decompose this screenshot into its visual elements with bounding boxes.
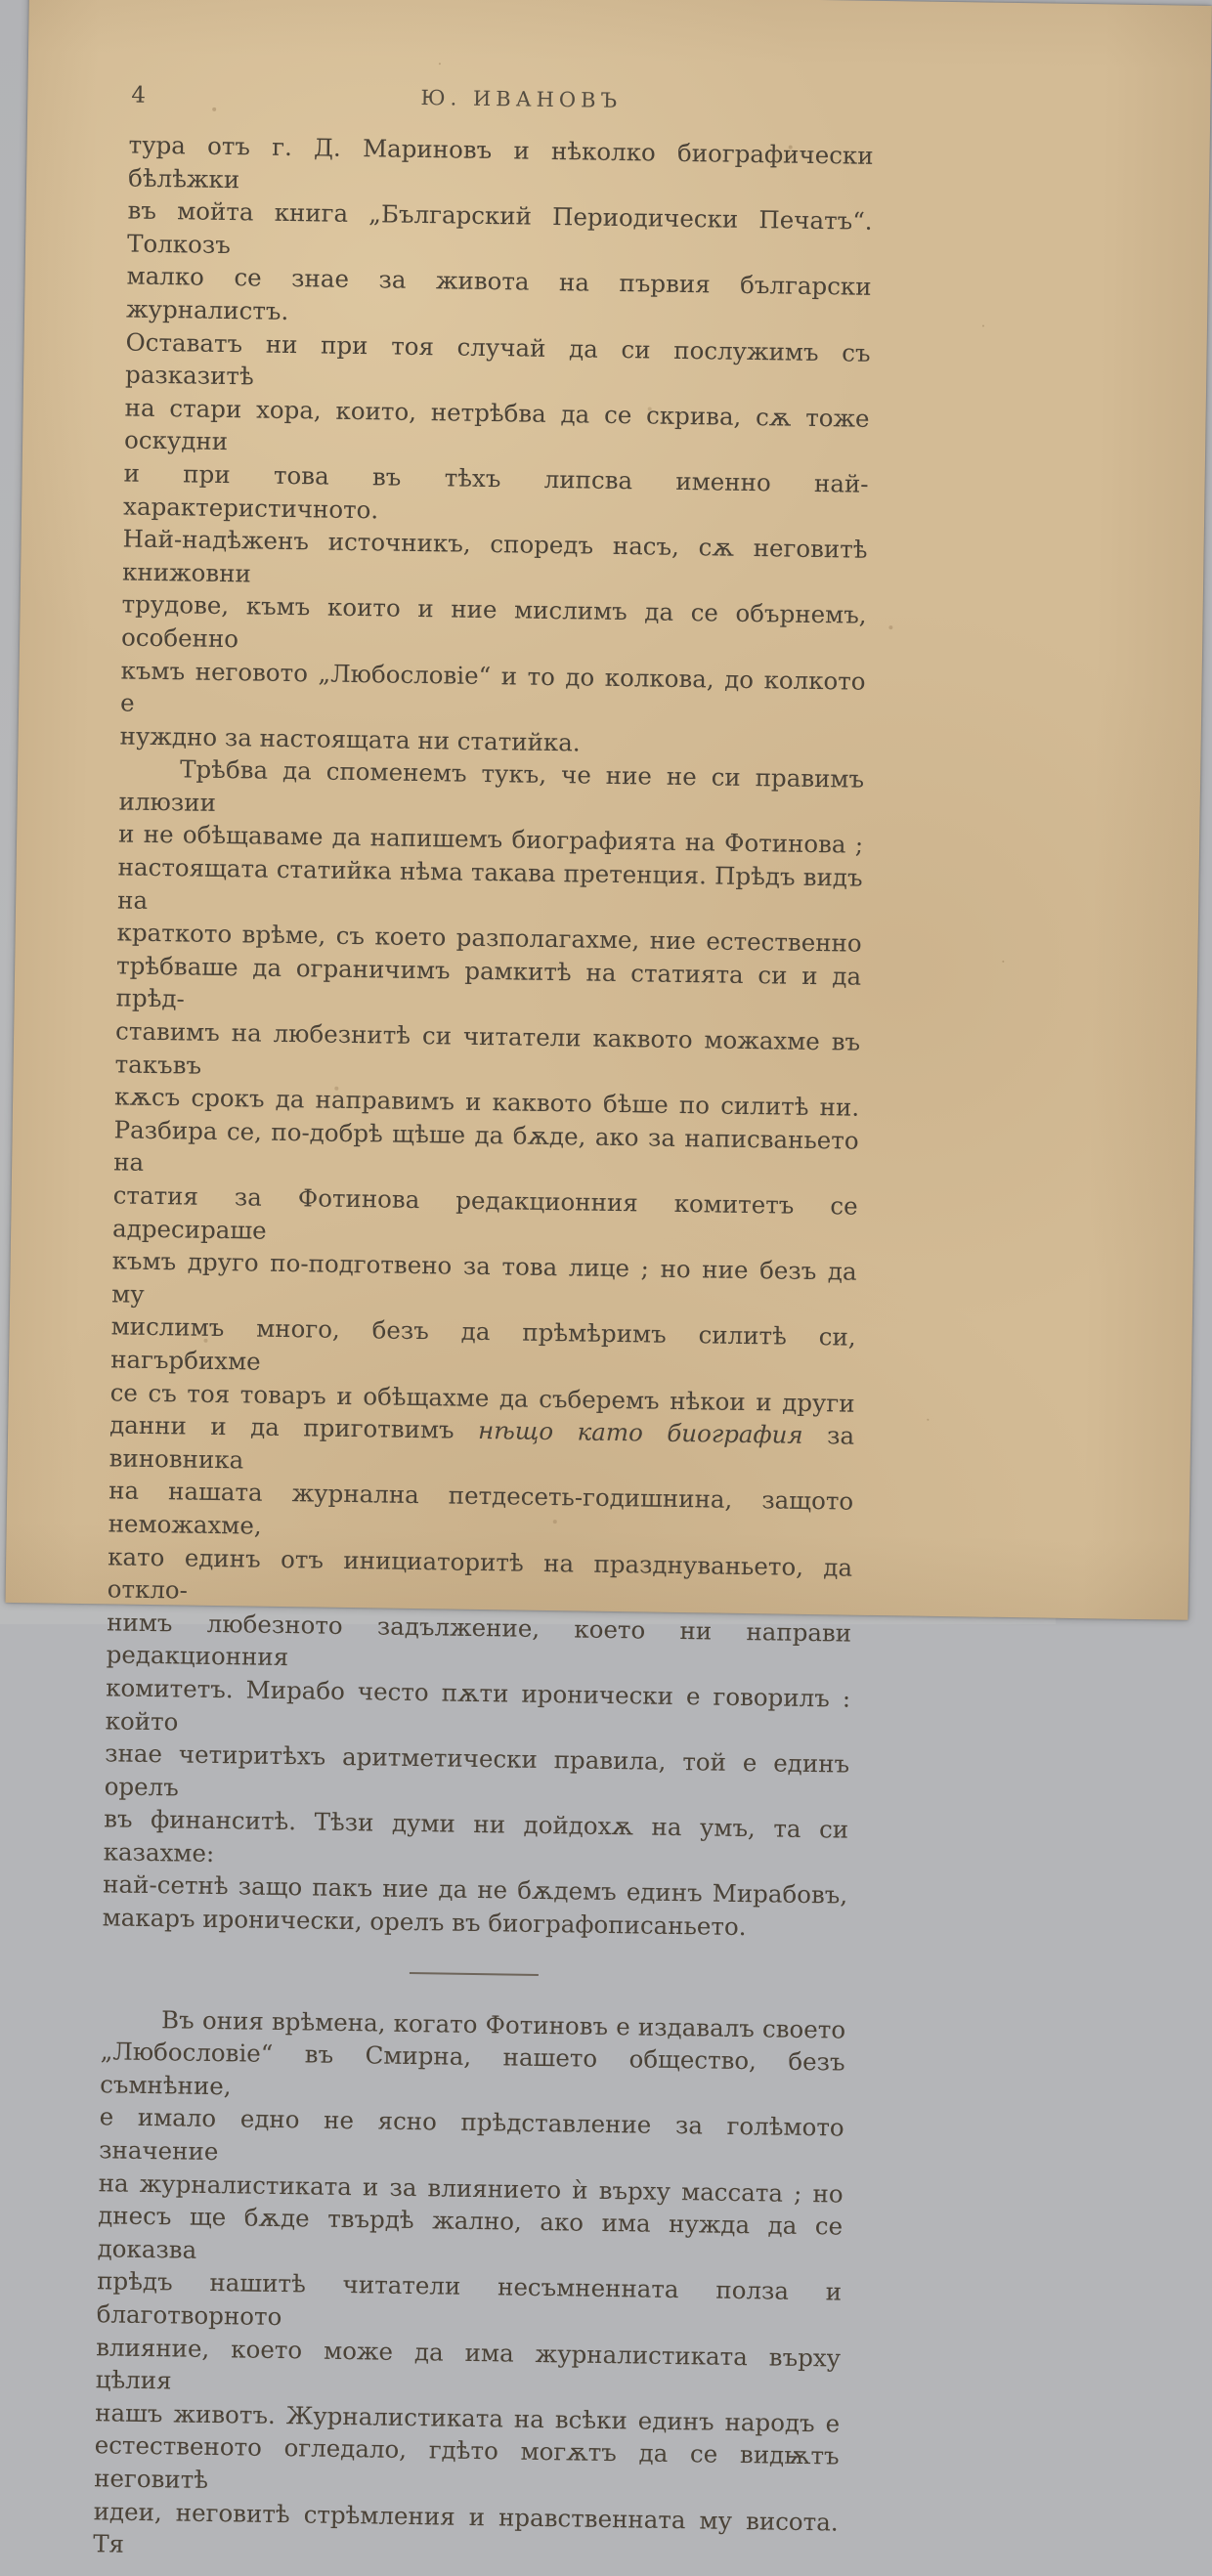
text-line: въ мойта книга „Българский Периодически Печатъ“. Толкозъ [126,195,873,259]
text-line: мислимъ много, безъ да прѣмѣримъ силитѣ си, нагърбихме [109,1311,856,1376]
text-line: Въ ония врѣмена, когато Фотиновъ е издавалъ своето [160,2004,846,2044]
text-line: Най-надѣженъ источникъ, споредъ насъ, сѫ неговитѣ книжовни [121,524,868,588]
text-line: нимъ любезното задължение, което ни направи редакционния [106,1608,852,1672]
text-line: и не обѣщаваме да напишемъ биографията на Фотинова ; [117,819,864,860]
paragraph [93,2002,845,2571]
page-text [93,129,874,2572]
text-line: на нашата журнална петдесеть-годишнина, защото неможахме, [108,1476,854,1540]
text-line: прѣдъ нашитѣ читатели несъмненната полза и благотворното [96,2266,843,2332]
text-line: къмъ неговото „Любословіе“ и то до колкова, до колкото е [119,655,866,717]
paragraph [119,129,873,764]
italic-phrase: нѣщо като биография [477,1416,803,1450]
text-line: Разбира се, по-добрѣ щѣше да бѫде, ако за написваньето на [112,1115,859,1178]
text-line: Трѣбва да споменемъ тукъ, че ние не си правимъ илюзии [118,754,865,817]
text-segment: за виновника [108,1421,855,1475]
text-line: статия за Фотинова редакционния комитетъ се адресираше [111,1181,858,1245]
text-line: знае четиритѣхъ аритметически правила, той е единъ орелъ [104,1739,850,1802]
text-line: нуждно за настоящата ни статийка. [119,721,581,757]
text-line: къмъ друго по-подготвено за това лице ; но ние безъ да му [110,1246,857,1309]
page-content [93,82,875,2572]
paragraph [102,752,864,1946]
page-number: 4 [131,82,147,108]
text-segment: данни и да приготвимъ [108,1410,479,1445]
text-line: трудове, къмъ които и ние мислимъ да се обърнемъ, особенно [120,589,867,654]
text-line: естественото огледало, гдѣто могѫтъ да се видѭтъ неговитѣ [93,2430,840,2494]
text-line: и при това въ тѣхъ липсва именно най-характеристичното. [122,458,869,524]
separator-rule [410,1972,539,1976]
running-header: Ю. ИВАНОВЪ [420,85,623,113]
page-header [129,82,874,120]
text-line: малко се знае за живота на първия български журналистъ. [125,261,872,325]
text-line: „Любословіе“ въ Смирна, нашето общество, безъ съмнѣние, [99,2037,845,2101]
text-line: като единъ отъ инициаторитѣ на празднуваньето, да откло- [107,1541,853,1605]
text-line: на журналистиката и за влиянието ѝ върху массата ; но [98,2168,844,2209]
text-line: макаръ иронически, орелъ въ биографописаньето. [102,1903,747,1942]
text-line [108,1409,854,1485]
text-line: кѫсъ срокъ да направимъ и каквото бѣше по силитѣ ни. [113,1082,860,1122]
text-line: на стари хора, които, нетрѣбва да се скрива, сѫ тоже оскудни [123,393,870,456]
text-line: въ финанситѣ. Тѣзи думи ни дойдохѫ на умъ, та си казахме: [103,1804,849,1868]
text-line: тура отъ г. Д. Мариновъ и нѣколко биографически бѣлѣжки [127,130,874,193]
text-line: влияние, което може да има журналистиката върху цѣлия [95,2332,842,2395]
text-line: е имало едно не ясно прѣдставление за голѣмото значение [98,2102,844,2167]
text-line: трѣбваше да ограничимъ рамкитѣ на статията си и да прѣд- [115,951,862,1013]
text-line: комитетъ. Мирабо често пѫти иронически е говорилъ : който [105,1673,851,1736]
text-line: Оставатъ ни при тоя случай да си послужимъ съ разказитѣ [124,327,871,391]
book-page [5,0,1211,2558]
text-line: се съ тоя товаръ и обѣщахме да съберемъ нѣкои и други [109,1377,855,1418]
text-line: нашъ животъ. Журналистиката на всѣки единъ народъ е [94,2398,841,2438]
text-line: идеи, неговитѣ стрѣмления и нравственната му висота. Тя [93,2496,839,2558]
text-line: днесъ ще бѫде твърдѣ жално, ако има нужда да се доказва [97,2201,844,2264]
text-line: краткото врѣме, съ което разполагахме, ние естественно [116,918,862,958]
text-line: най-сетнѣ защо пакъ ние да не бѫдемъ единъ Мирабовъ, [103,1869,848,1911]
text-line: ставимъ на любезнитѣ си читатели каквото можахме въ такъвъ [114,1016,861,1080]
section-separator [101,1934,846,2013]
text-line: настоящата статийка нѣма такава претенция. Прѣдъ видъ на [116,852,863,915]
